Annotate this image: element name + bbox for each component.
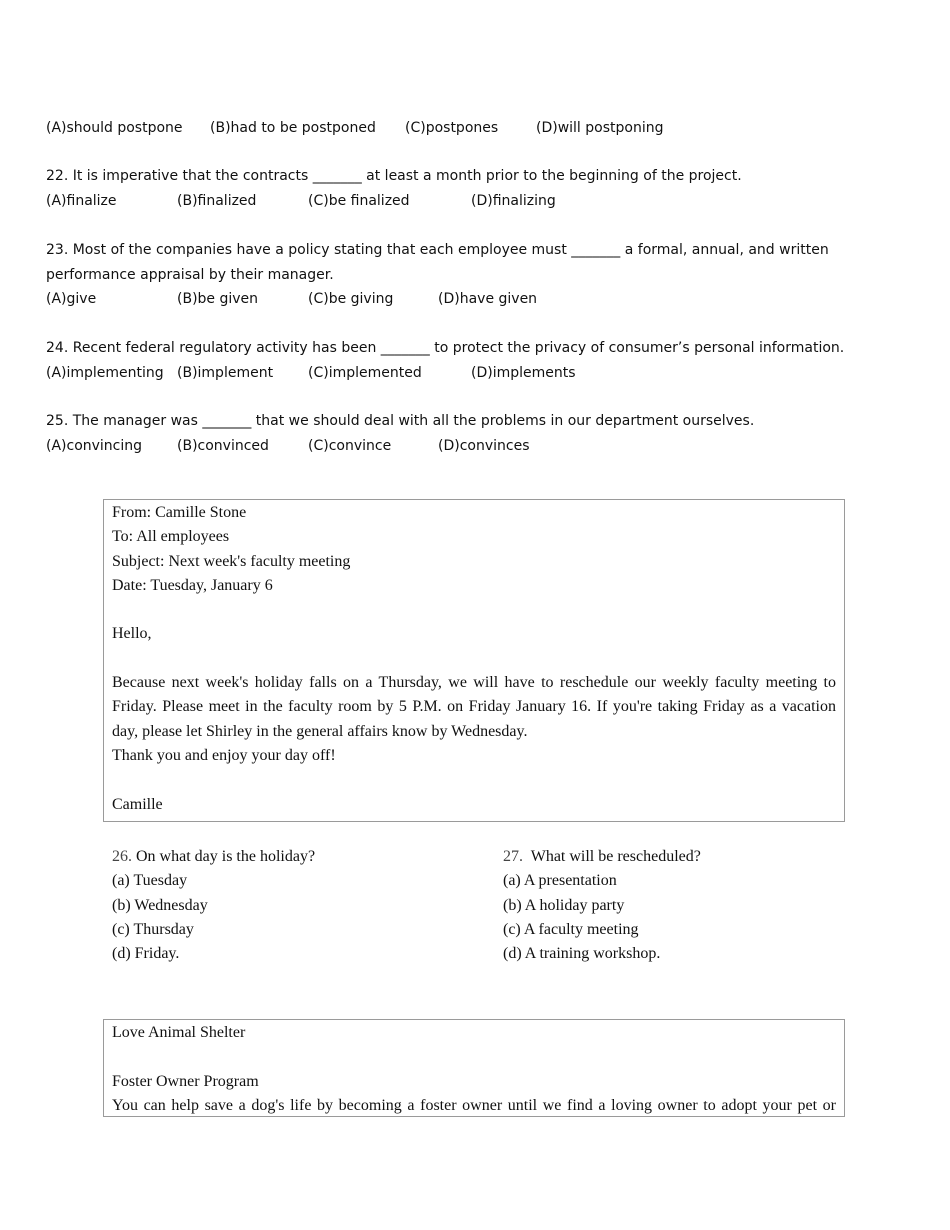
option-c: (c) Thursday xyxy=(112,920,194,938)
option-c: (C)convince xyxy=(308,437,392,454)
question-23 xyxy=(46,238,906,312)
option-d: (D)will postponing xyxy=(536,120,664,136)
option-a: (A)finalize xyxy=(46,192,117,209)
shelter-box xyxy=(103,1019,845,1117)
question-24-options xyxy=(46,361,906,386)
option-b: (B)convinced xyxy=(177,437,269,454)
question-24 xyxy=(46,336,906,385)
option-d: (d) Friday. xyxy=(112,945,180,963)
memo-subject: Subject: Next week's faculty meeting xyxy=(112,552,351,570)
question-23-options xyxy=(46,287,906,312)
spacer xyxy=(112,1045,836,1069)
question-27-number: 27. xyxy=(503,848,523,865)
question-22-options xyxy=(46,189,906,214)
option-d: (D)implements xyxy=(471,364,576,381)
shelter-heading: Foster Owner Program xyxy=(112,1072,259,1090)
question-21-options xyxy=(46,116,906,141)
option-c: (C)be finalized xyxy=(308,192,410,209)
question-27-text: What will be rescheduled? xyxy=(523,848,701,865)
question-26 xyxy=(112,845,472,966)
question-25-text: 25. The manager was _______ that we should deal with all the problems in our department ourselves. xyxy=(46,413,755,429)
question-25-options xyxy=(46,434,906,459)
question-26-text: On what day is the holiday? xyxy=(132,848,316,865)
option-a: (a) A presentation xyxy=(503,872,617,890)
spacer xyxy=(112,647,836,671)
option-a: (a) Tuesday xyxy=(112,872,188,890)
option-b: (B)be given xyxy=(177,291,259,307)
option-a: (A)implementing xyxy=(46,364,164,381)
option-c: (C)be giving xyxy=(308,291,394,307)
option-d: (D)finalizing xyxy=(471,192,556,209)
option-a: (A)should postpone xyxy=(46,120,183,136)
option-b: (B)had to be postponed xyxy=(210,120,376,136)
question-26-number: 26. xyxy=(112,848,132,865)
question-27-prompt xyxy=(503,845,843,869)
question-26-prompt xyxy=(112,845,472,869)
question-22 xyxy=(46,164,906,213)
question-22-text: 22. It is imperative that the contracts _______ at least a month prior to the beginning of the project. xyxy=(46,168,742,184)
memo-date: Date: Tuesday, January 6 xyxy=(112,576,273,594)
option-c: (C)implemented xyxy=(308,364,422,381)
question-24-text: 24. Recent federal regulatory activity has been _______ to protect the privacy of consumer’s personal information. xyxy=(46,340,845,356)
question-21 xyxy=(46,116,906,141)
memo-greeting: Hello, xyxy=(112,625,152,643)
option-b: (B)finalized xyxy=(177,192,257,209)
option-d: (D)convinces xyxy=(438,437,530,454)
question-27 xyxy=(503,845,843,966)
shelter-title: Love Animal Shelter xyxy=(112,1024,246,1041)
option-c: (c) A faculty meeting xyxy=(503,920,639,938)
question-23-text: 23. Most of the companies have a policy stating that each employee must _______ a formal, annual, and written performance appraisal by their manager. xyxy=(46,242,829,283)
memo-from: From: Camille Stone xyxy=(112,504,247,521)
option-a: (A)give xyxy=(46,291,97,307)
option-d: (D)have given xyxy=(438,291,538,307)
option-b: (B)implement xyxy=(177,364,274,381)
shelter-body: You can help save a dog's life by becoming a foster owner until we find a loving owner to adopt your pet or xyxy=(112,1096,836,1114)
memo-body: Because next week's holiday falls on a Thursday, we will have to reschedule our weekly faculty meeting to Friday. Please meet in the faculty room by 5 P.M. on Friday January 16. If you're taking Friday as a vacation day, please let Shirley in the general affairs know by Wednesday. xyxy=(112,674,836,740)
spacer xyxy=(112,598,836,622)
memo-signature: Camille xyxy=(112,795,163,813)
memo-thanks: Thank you and enjoy your day off! xyxy=(112,746,336,764)
option-c: (C)postpones xyxy=(405,120,499,136)
memo-box xyxy=(103,499,845,822)
option-d: (d) A training workshop. xyxy=(503,945,661,963)
option-b: (b) A holiday party xyxy=(503,896,625,914)
option-b: (b) Wednesday xyxy=(112,896,208,914)
spacer xyxy=(112,768,836,792)
memo-to: To: All employees xyxy=(112,528,230,546)
option-a: (A)convincing xyxy=(46,437,143,454)
question-25 xyxy=(46,409,906,458)
